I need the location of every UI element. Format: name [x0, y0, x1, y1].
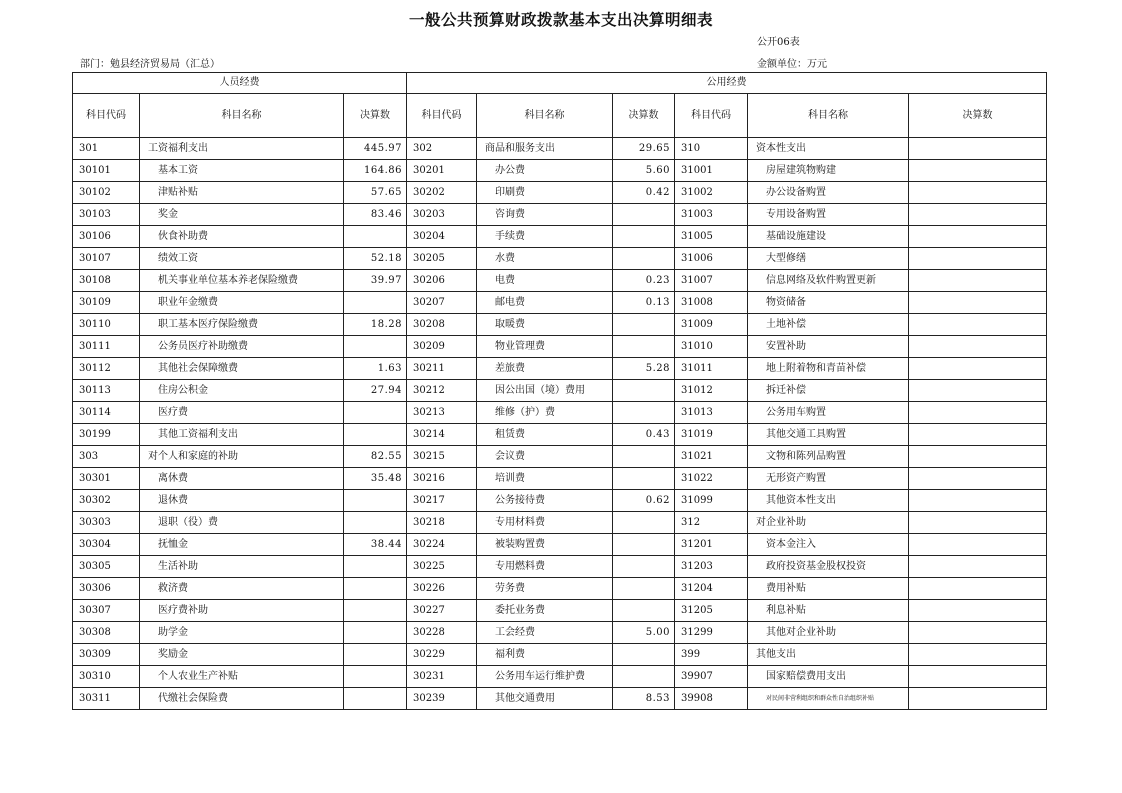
table-row	[73, 688, 1047, 710]
cell-name: 公务接待费	[477, 490, 613, 512]
cell-name: 电费	[477, 270, 613, 292]
cell-name: 国家赔偿费用支出	[748, 666, 909, 688]
table-row	[73, 534, 1047, 556]
cell-amount: 29.65	[613, 138, 675, 160]
cell-code: 30207	[407, 292, 477, 314]
cell-code: 31204	[675, 578, 748, 600]
cell-name: 无形资产购置	[748, 468, 909, 490]
cell-code: 30213	[407, 402, 477, 424]
cell-name: 助学金	[140, 622, 344, 644]
cell-code: 31022	[675, 468, 748, 490]
table-row	[73, 622, 1047, 644]
cell-amount	[613, 556, 675, 578]
cell-amount	[613, 314, 675, 336]
cell-amount: 52.18	[344, 248, 407, 270]
cell-amount	[344, 556, 407, 578]
cell-amount	[909, 402, 1047, 424]
cell-amount: 39.97	[344, 270, 407, 292]
cell-amount	[344, 336, 407, 358]
department-label: 部门：勉县经济贸易局（汇总）	[80, 59, 220, 70]
cell-amount	[909, 358, 1047, 380]
cell-name: 专用燃料费	[477, 556, 613, 578]
cell-name: 其他社会保障缴费	[140, 358, 344, 380]
cell-code: 30112	[73, 358, 140, 380]
cell-code: 31010	[675, 336, 748, 358]
cell-amount: 1.63	[344, 358, 407, 380]
cell-amount	[344, 666, 407, 688]
cell-code: 301	[73, 138, 140, 160]
cell-amount	[909, 512, 1047, 534]
cell-amount	[613, 380, 675, 402]
cell-code: 30226	[407, 578, 477, 600]
cell-amount	[909, 490, 1047, 512]
cell-name: 利息补贴	[748, 600, 909, 622]
cell-name: 物业管理费	[477, 336, 613, 358]
cell-amount: 5.28	[613, 358, 675, 380]
cell-name: 对企业补助	[748, 512, 909, 534]
cell-code: 31021	[675, 446, 748, 468]
cell-name: 水费	[477, 248, 613, 270]
cell-amount	[909, 380, 1047, 402]
table-row	[73, 424, 1047, 446]
cell-code: 30307	[73, 600, 140, 622]
cell-amount	[909, 182, 1047, 204]
cell-name: 信息网络及软件购置更新	[748, 270, 909, 292]
table-row	[73, 336, 1047, 358]
cell-code: 31007	[675, 270, 748, 292]
cell-amount: 35.48	[344, 468, 407, 490]
cell-amount	[344, 578, 407, 600]
cell-name: 职业年金缴费	[140, 292, 344, 314]
cell-code: 30229	[407, 644, 477, 666]
cell-code: 30227	[407, 600, 477, 622]
cell-name: 租赁费	[477, 424, 613, 446]
cell-code: 30209	[407, 336, 477, 358]
cell-amount	[344, 644, 407, 666]
cell-name: 奖金	[140, 204, 344, 226]
cell-name: 资本性支出	[748, 138, 909, 160]
cell-name: 费用补贴	[748, 578, 909, 600]
cell-code: 31099	[675, 490, 748, 512]
cell-code: 31201	[675, 534, 748, 556]
cell-code: 303	[73, 446, 140, 468]
cell-name: 生活补助	[140, 556, 344, 578]
cell-amount	[909, 424, 1047, 446]
cell-name: 会议费	[477, 446, 613, 468]
cell-amount	[344, 292, 407, 314]
cell-amount	[909, 160, 1047, 182]
table-row	[73, 490, 1047, 512]
cell-code: 31001	[675, 160, 748, 182]
cell-amount	[613, 336, 675, 358]
cell-name: 专用材料费	[477, 512, 613, 534]
cell-amount	[613, 226, 675, 248]
cell-name: 物资储备	[748, 292, 909, 314]
cell-code: 30309	[73, 644, 140, 666]
cell-amount: 38.44	[344, 534, 407, 556]
col-header-amount: 决算数	[909, 94, 1047, 138]
cell-name: 其他交通费用	[477, 688, 613, 710]
table-row	[73, 446, 1047, 468]
cell-code: 30204	[407, 226, 477, 248]
cell-name: 其他资本性支出	[748, 490, 909, 512]
cell-code: 302	[407, 138, 477, 160]
cell-code: 31012	[675, 380, 748, 402]
unit-label: 金额单位：万元	[757, 59, 827, 70]
cell-name: 专用设备购置	[748, 204, 909, 226]
table-row	[73, 182, 1047, 204]
group-header-row	[73, 73, 1047, 94]
cell-name: 个人农业生产补贴	[140, 666, 344, 688]
cell-code: 30211	[407, 358, 477, 380]
cell-code: 30224	[407, 534, 477, 556]
cell-name: 印刷费	[477, 182, 613, 204]
cell-name: 被装购置费	[477, 534, 613, 556]
cell-name: 退休费	[140, 490, 344, 512]
cell-code: 39907	[675, 666, 748, 688]
cell-name: 因公出国（境）费用	[477, 380, 613, 402]
cell-amount: 18.28	[344, 314, 407, 336]
cell-name: 培训费	[477, 468, 613, 490]
cell-code: 30303	[73, 512, 140, 534]
cell-code: 30239	[407, 688, 477, 710]
cell-amount	[909, 292, 1047, 314]
table-row	[73, 226, 1047, 248]
cell-code: 30110	[73, 314, 140, 336]
cell-code: 30107	[73, 248, 140, 270]
cell-code: 30217	[407, 490, 477, 512]
cell-amount	[344, 688, 407, 710]
cell-amount	[344, 402, 407, 424]
cell-name: 绩效工资	[140, 248, 344, 270]
col-header-name: 科目名称	[477, 94, 613, 138]
cell-code: 30208	[407, 314, 477, 336]
cell-amount: 57.65	[344, 182, 407, 204]
cell-name: 咨询费	[477, 204, 613, 226]
cell-code: 31019	[675, 424, 748, 446]
table-row	[73, 468, 1047, 490]
cell-code: 30203	[407, 204, 477, 226]
table-code: 公开06表	[757, 37, 800, 48]
cell-name: 救济费	[140, 578, 344, 600]
cell-amount: 0.43	[613, 424, 675, 446]
col-header-amount: 决算数	[613, 94, 675, 138]
page-title: 一般公共预算财政拨款基本支出决算明细表	[408, 10, 713, 29]
cell-code: 30101	[73, 160, 140, 182]
cell-code: 30311	[73, 688, 140, 710]
cell-name: 手续费	[477, 226, 613, 248]
cell-amount	[909, 226, 1047, 248]
cell-code: 31203	[675, 556, 748, 578]
cell-amount	[909, 468, 1047, 490]
cell-code: 30109	[73, 292, 140, 314]
cell-amount: 83.46	[344, 204, 407, 226]
col-header-amount: 决算数	[344, 94, 407, 138]
cell-amount: 27.94	[344, 380, 407, 402]
cell-name: 公务用车运行维护费	[477, 666, 613, 688]
cell-name: 土地补偿	[748, 314, 909, 336]
cell-name: 福利费	[477, 644, 613, 666]
cell-amount: 0.42	[613, 182, 675, 204]
cell-amount	[613, 600, 675, 622]
table-row	[73, 292, 1047, 314]
cell-name: 维修（护）费	[477, 402, 613, 424]
col-header-code: 科目代码	[407, 94, 477, 138]
cell-amount: 5.60	[613, 160, 675, 182]
cell-code: 30228	[407, 622, 477, 644]
cell-code: 30225	[407, 556, 477, 578]
column-header-row	[73, 94, 1047, 138]
cell-amount	[613, 248, 675, 270]
cell-code: 30308	[73, 622, 140, 644]
cell-name: 其他工资福利支出	[140, 424, 344, 446]
cell-name: 公务员医疗补助缴费	[140, 336, 344, 358]
cell-name: 机关事业单位基本养老保险缴费	[140, 270, 344, 292]
cell-name: 基础设施建设	[748, 226, 909, 248]
col-header-name: 科目名称	[748, 94, 909, 138]
cell-code: 31006	[675, 248, 748, 270]
cell-name: 办公设备购置	[748, 182, 909, 204]
cell-code: 30302	[73, 490, 140, 512]
col-header-code: 科目代码	[675, 94, 748, 138]
table-row	[73, 666, 1047, 688]
cell-name: 基本工资	[140, 160, 344, 182]
cell-code: 30212	[407, 380, 477, 402]
table-row	[73, 578, 1047, 600]
cell-name: 差旅费	[477, 358, 613, 380]
table-row	[73, 644, 1047, 666]
table-row	[73, 248, 1047, 270]
cell-name: 退职（役）费	[140, 512, 344, 534]
cell-code: 31002	[675, 182, 748, 204]
cell-amount: 445.97	[344, 138, 407, 160]
cell-name: 邮电费	[477, 292, 613, 314]
cell-code: 31299	[675, 622, 748, 644]
table-row	[73, 270, 1047, 292]
cell-amount	[613, 204, 675, 226]
cell-amount	[344, 600, 407, 622]
cell-name: 商品和服务支出	[477, 138, 613, 160]
cell-code: 30111	[73, 336, 140, 358]
cell-amount	[613, 534, 675, 556]
cell-code: 31005	[675, 226, 748, 248]
cell-name: 离休费	[140, 468, 344, 490]
cell-code: 30201	[407, 160, 477, 182]
cell-name: 大型修缮	[748, 248, 909, 270]
cell-name: 对民间非营利组织和群众性自治组织补贴	[748, 688, 909, 710]
cell-name: 津贴补贴	[140, 182, 344, 204]
cell-name: 取暖费	[477, 314, 613, 336]
cell-amount	[909, 270, 1047, 292]
cell-code: 30310	[73, 666, 140, 688]
cell-name: 其他支出	[748, 644, 909, 666]
table-row	[73, 314, 1047, 336]
cell-amount	[613, 578, 675, 600]
cell-code: 30215	[407, 446, 477, 468]
cell-name: 政府投资基金股权投资	[748, 556, 909, 578]
cell-amount: 0.13	[613, 292, 675, 314]
cell-amount	[909, 138, 1047, 160]
cell-amount	[909, 644, 1047, 666]
cell-code: 31205	[675, 600, 748, 622]
cell-name: 医疗费补助	[140, 600, 344, 622]
cell-code: 399	[675, 644, 748, 666]
cell-code: 31003	[675, 204, 748, 226]
expenditure-table	[72, 72, 1047, 710]
table-row	[73, 358, 1047, 380]
cell-code: 310	[675, 138, 748, 160]
cell-amount	[613, 512, 675, 534]
cell-amount	[344, 226, 407, 248]
cell-name: 住房公积金	[140, 380, 344, 402]
cell-amount: 5.00	[613, 622, 675, 644]
cell-code: 30231	[407, 666, 477, 688]
cell-amount	[909, 248, 1047, 270]
cell-amount: 0.23	[613, 270, 675, 292]
cell-name: 代缴社会保险费	[140, 688, 344, 710]
cell-amount	[909, 600, 1047, 622]
cell-amount	[909, 446, 1047, 468]
cell-name: 文物和陈列品购置	[748, 446, 909, 468]
cell-amount	[344, 512, 407, 534]
cell-amount	[613, 468, 675, 490]
cell-code: 30306	[73, 578, 140, 600]
cell-code: 30206	[407, 270, 477, 292]
cell-code: 30205	[407, 248, 477, 270]
cell-code: 30114	[73, 402, 140, 424]
cell-amount	[909, 314, 1047, 336]
cell-amount	[909, 688, 1047, 710]
cell-amount	[613, 446, 675, 468]
cell-code: 30214	[407, 424, 477, 446]
cell-code: 31013	[675, 402, 748, 424]
group-header-public: 公用经费	[407, 73, 1047, 94]
cell-amount	[344, 622, 407, 644]
cell-code: 30202	[407, 182, 477, 204]
cell-name: 安置补助	[748, 336, 909, 358]
cell-name: 职工基本医疗保险缴费	[140, 314, 344, 336]
cell-code: 30301	[73, 468, 140, 490]
cell-code: 312	[675, 512, 748, 534]
cell-name: 其他对企业补助	[748, 622, 909, 644]
table-row	[73, 512, 1047, 534]
cell-name: 工会经费	[477, 622, 613, 644]
cell-name: 拆迁补偿	[748, 380, 909, 402]
group-header-personnel: 人员经费	[73, 73, 407, 94]
cell-code: 30199	[73, 424, 140, 446]
cell-name: 劳务费	[477, 578, 613, 600]
cell-code: 30304	[73, 534, 140, 556]
cell-name: 其他交通工具购置	[748, 424, 909, 446]
cell-amount	[909, 556, 1047, 578]
cell-name: 房屋建筑物购建	[748, 160, 909, 182]
cell-name: 办公费	[477, 160, 613, 182]
table-row	[73, 138, 1047, 160]
cell-name: 委托业务费	[477, 600, 613, 622]
cell-name: 地上附着物和青苗补偿	[748, 358, 909, 380]
cell-amount	[613, 666, 675, 688]
cell-amount	[613, 644, 675, 666]
cell-amount: 0.62	[613, 490, 675, 512]
cell-code: 30218	[407, 512, 477, 534]
cell-amount	[909, 204, 1047, 226]
cell-name: 工资福利支出	[140, 138, 344, 160]
cell-amount: 8.53	[613, 688, 675, 710]
cell-name: 奖励金	[140, 644, 344, 666]
cell-name: 资本金注入	[748, 534, 909, 556]
cell-code: 30305	[73, 556, 140, 578]
cell-amount	[909, 666, 1047, 688]
cell-amount	[344, 424, 407, 446]
cell-code: 30102	[73, 182, 140, 204]
cell-amount: 164.86	[344, 160, 407, 182]
cell-code: 30108	[73, 270, 140, 292]
cell-code: 30216	[407, 468, 477, 490]
cell-amount: 82.55	[344, 446, 407, 468]
cell-amount	[909, 578, 1047, 600]
cell-name: 公务用车购置	[748, 402, 909, 424]
cell-name: 抚恤金	[140, 534, 344, 556]
cell-code: 31008	[675, 292, 748, 314]
cell-code: 31011	[675, 358, 748, 380]
table-row	[73, 402, 1047, 424]
cell-amount	[613, 402, 675, 424]
cell-name: 医疗费	[140, 402, 344, 424]
cell-code: 31009	[675, 314, 748, 336]
col-header-code: 科目代码	[73, 94, 140, 138]
cell-name: 伙食补助费	[140, 226, 344, 248]
cell-amount	[909, 534, 1047, 556]
table-row	[73, 380, 1047, 402]
table-row	[73, 160, 1047, 182]
cell-code: 39908	[675, 688, 748, 710]
cell-amount	[909, 336, 1047, 358]
table-row	[73, 204, 1047, 226]
cell-code: 30106	[73, 226, 140, 248]
cell-amount	[344, 490, 407, 512]
cell-code: 30113	[73, 380, 140, 402]
table-row	[73, 556, 1047, 578]
cell-code: 30103	[73, 204, 140, 226]
col-header-name: 科目名称	[140, 94, 344, 138]
cell-name: 对个人和家庭的补助	[140, 446, 344, 468]
table-row	[73, 600, 1047, 622]
cell-amount	[909, 622, 1047, 644]
